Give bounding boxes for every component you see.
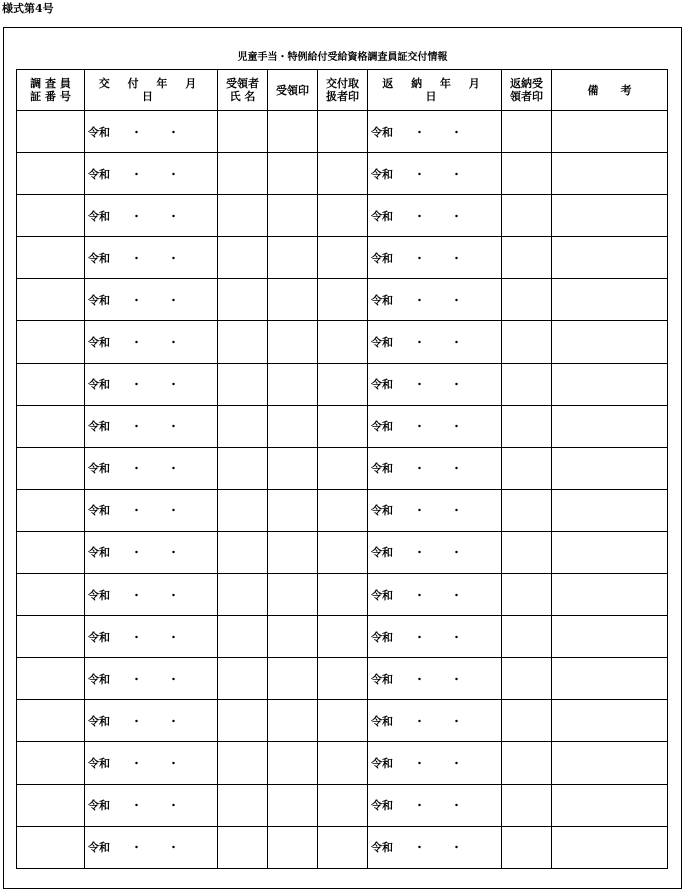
era-label: 令和 [371, 546, 393, 560]
issuer-seal-cell[interactable] [318, 658, 368, 700]
recipient-name-cell[interactable] [218, 321, 268, 363]
table-row [17, 279, 668, 321]
return-receiver-seal-cell[interactable] [502, 111, 552, 153]
date-separator: ・ [168, 293, 179, 307]
table-row [17, 826, 668, 868]
receipt-seal-cell[interactable] [268, 321, 318, 363]
date-separator: ・ [168, 588, 179, 602]
date-separator: ・ [168, 504, 179, 518]
recipient-name-cell[interactable] [218, 574, 268, 616]
receipt-seal-cell[interactable] [268, 616, 318, 658]
recipient-name-cell[interactable] [218, 279, 268, 321]
table-row [17, 111, 668, 153]
era-label: 令和 [371, 336, 393, 350]
date-separator: ・ [168, 251, 179, 265]
header-issue-date: 交 付 年 月 日 [85, 70, 218, 111]
issue-date-cell[interactable] [85, 489, 218, 531]
date-separator: ・ [131, 799, 142, 813]
remarks-cell[interactable] [552, 405, 668, 447]
date-separator: ・ [131, 841, 142, 855]
investigator-no-cell[interactable] [17, 700, 85, 742]
era-label: 令和 [371, 841, 393, 855]
receipt-seal-cell[interactable] [268, 574, 318, 616]
remarks-cell[interactable] [552, 237, 668, 279]
issue-date-cell[interactable] [85, 111, 218, 153]
date-separator: ・ [131, 125, 142, 139]
remarks-cell[interactable] [552, 742, 668, 784]
recipient-name-cell[interactable] [218, 616, 268, 658]
investigator-no-cell[interactable] [17, 405, 85, 447]
table-row [17, 616, 668, 658]
issue-date-cell[interactable] [85, 574, 218, 616]
table-row [17, 574, 668, 616]
date-separator: ・ [414, 841, 425, 855]
return-date-cell[interactable] [368, 447, 502, 489]
era-label: 令和 [88, 546, 110, 560]
date-separator: ・ [414, 546, 425, 560]
header-issuer-seal: 交付取 扱者印 [318, 70, 368, 111]
issue-date-cell[interactable] [85, 447, 218, 489]
return-date-cell[interactable] [368, 658, 502, 700]
recipient-name-cell[interactable] [218, 195, 268, 237]
era-label: 令和 [88, 167, 110, 181]
date-separator: ・ [131, 251, 142, 265]
investigator-no-cell[interactable] [17, 363, 85, 405]
date-separator: ・ [131, 209, 142, 223]
investigator-no-cell[interactable] [17, 489, 85, 531]
date-separator: ・ [414, 756, 425, 770]
receipt-seal-cell[interactable] [268, 237, 318, 279]
era-label: 令和 [88, 420, 110, 434]
issuer-seal-cell[interactable] [318, 237, 368, 279]
issue-date-cell[interactable] [85, 195, 218, 237]
era-label: 令和 [88, 630, 110, 644]
header-receipt-seal: 受領印 [268, 70, 318, 111]
investigator-no-cell[interactable] [17, 447, 85, 489]
date-separator: ・ [414, 672, 425, 686]
remarks-cell[interactable] [552, 658, 668, 700]
recipient-name-cell[interactable] [218, 658, 268, 700]
date-separator: ・ [451, 125, 462, 139]
return-receiver-seal-cell[interactable] [502, 531, 552, 573]
return-receiver-seal-cell[interactable] [502, 700, 552, 742]
recipient-name-cell[interactable] [218, 700, 268, 742]
era-label: 令和 [88, 756, 110, 770]
return-date-cell[interactable] [368, 279, 502, 321]
era-label: 令和 [371, 756, 393, 770]
date-separator: ・ [131, 293, 142, 307]
issue-date-cell[interactable] [85, 153, 218, 195]
recipient-name-cell[interactable] [218, 405, 268, 447]
return-date-cell[interactable] [368, 784, 502, 826]
remarks-cell[interactable] [552, 574, 668, 616]
receipt-seal-cell[interactable] [268, 489, 318, 531]
investigator-no-cell[interactable] [17, 658, 85, 700]
remarks-cell[interactable] [552, 279, 668, 321]
issuer-seal-cell[interactable] [318, 195, 368, 237]
return-date-cell[interactable] [368, 111, 502, 153]
recipient-name-cell[interactable] [218, 237, 268, 279]
header-recipient-name: 受領者 氏 名 [218, 70, 268, 111]
remarks-cell[interactable] [552, 153, 668, 195]
date-separator: ・ [168, 462, 179, 476]
return-date-cell[interactable] [368, 363, 502, 405]
date-separator: ・ [168, 799, 179, 813]
date-separator: ・ [131, 756, 142, 770]
return-receiver-seal-cell[interactable] [502, 195, 552, 237]
date-separator: ・ [451, 841, 462, 855]
issue-date-cell[interactable] [85, 363, 218, 405]
table-body [17, 111, 668, 869]
date-separator: ・ [131, 336, 142, 350]
return-receiver-seal-cell[interactable] [502, 321, 552, 363]
era-label: 令和 [88, 841, 110, 855]
investigator-no-cell[interactable] [17, 321, 85, 363]
return-receiver-seal-cell[interactable] [502, 363, 552, 405]
recipient-name-cell[interactable] [218, 363, 268, 405]
form-number: 様式第4号 [2, 2, 54, 15]
date-separator: ・ [131, 546, 142, 560]
remarks-cell[interactable] [552, 826, 668, 868]
return-date-cell[interactable] [368, 195, 502, 237]
date-separator: ・ [168, 841, 179, 855]
era-label: 令和 [371, 209, 393, 223]
return-date-cell[interactable] [368, 489, 502, 531]
recipient-name-cell[interactable] [218, 447, 268, 489]
table-row [17, 447, 668, 489]
return-date-cell[interactable] [368, 531, 502, 573]
remarks-cell[interactable] [552, 531, 668, 573]
date-separator: ・ [168, 546, 179, 560]
era-label: 令和 [371, 714, 393, 728]
return-date-cell[interactable] [368, 321, 502, 363]
issuer-seal-cell[interactable] [318, 700, 368, 742]
return-receiver-seal-cell[interactable] [502, 153, 552, 195]
issue-date-cell[interactable] [85, 826, 218, 868]
return-date-cell[interactable] [368, 153, 502, 195]
era-label: 令和 [371, 125, 393, 139]
date-separator: ・ [451, 546, 462, 560]
date-separator: ・ [414, 167, 425, 181]
date-separator: ・ [451, 799, 462, 813]
date-separator: ・ [168, 756, 179, 770]
issue-date-cell[interactable] [85, 742, 218, 784]
date-separator: ・ [131, 714, 142, 728]
date-separator: ・ [451, 378, 462, 392]
date-separator: ・ [131, 588, 142, 602]
era-label: 令和 [88, 588, 110, 602]
return-date-cell[interactable] [368, 742, 502, 784]
era-label: 令和 [88, 378, 110, 392]
return-receiver-seal-cell[interactable] [502, 447, 552, 489]
remarks-cell[interactable] [552, 363, 668, 405]
table-row [17, 321, 668, 363]
date-separator: ・ [414, 504, 425, 518]
date-separator: ・ [414, 293, 425, 307]
date-separator: ・ [451, 588, 462, 602]
remarks-cell[interactable] [552, 195, 668, 237]
date-separator: ・ [414, 209, 425, 223]
issuer-seal-cell[interactable] [318, 531, 368, 573]
receipt-seal-cell[interactable] [268, 363, 318, 405]
issuer-seal-cell[interactable] [318, 321, 368, 363]
era-label: 令和 [88, 799, 110, 813]
return-receiver-seal-cell[interactable] [502, 784, 552, 826]
era-label: 令和 [88, 251, 110, 265]
issue-date-cell[interactable] [85, 237, 218, 279]
era-label: 令和 [371, 420, 393, 434]
issue-date-cell[interactable] [85, 405, 218, 447]
remarks-cell[interactable] [552, 700, 668, 742]
return-date-cell[interactable] [368, 700, 502, 742]
table-row [17, 531, 668, 573]
date-separator: ・ [168, 125, 179, 139]
issuance-table [16, 69, 668, 869]
return-receiver-seal-cell[interactable] [502, 489, 552, 531]
issuer-seal-cell[interactable] [318, 153, 368, 195]
receipt-seal-cell[interactable] [268, 447, 318, 489]
date-separator: ・ [131, 167, 142, 181]
era-label: 令和 [88, 125, 110, 139]
receipt-seal-cell[interactable] [268, 531, 318, 573]
era-label: 令和 [371, 462, 393, 476]
receipt-seal-cell[interactable] [268, 111, 318, 153]
era-label: 令和 [88, 714, 110, 728]
table-row [17, 742, 668, 784]
table-row [17, 700, 668, 742]
receipt-seal-cell[interactable] [268, 784, 318, 826]
investigator-no-cell[interactable] [17, 531, 85, 573]
investigator-no-cell[interactable] [17, 784, 85, 826]
recipient-name-cell[interactable] [218, 826, 268, 868]
table-row [17, 658, 668, 700]
header-investigator-no: 調 査 員 証 番 号 [17, 70, 85, 111]
date-separator: ・ [451, 630, 462, 644]
issue-date-cell[interactable] [85, 531, 218, 573]
return-date-cell[interactable] [368, 237, 502, 279]
investigator-no-cell[interactable] [17, 111, 85, 153]
era-label: 令和 [88, 336, 110, 350]
date-separator: ・ [168, 167, 179, 181]
date-separator: ・ [168, 420, 179, 434]
era-label: 令和 [371, 251, 393, 265]
receipt-seal-cell[interactable] [268, 153, 318, 195]
date-separator: ・ [451, 756, 462, 770]
era-label: 令和 [88, 504, 110, 518]
issuer-seal-cell[interactable] [318, 616, 368, 658]
date-separator: ・ [451, 714, 462, 728]
table-row [17, 153, 668, 195]
era-label: 令和 [371, 378, 393, 392]
recipient-name-cell[interactable] [218, 742, 268, 784]
table-row [17, 784, 668, 826]
issuer-seal-cell[interactable] [318, 279, 368, 321]
date-separator: ・ [414, 714, 425, 728]
date-separator: ・ [451, 504, 462, 518]
issuer-seal-cell[interactable] [318, 742, 368, 784]
date-separator: ・ [168, 378, 179, 392]
return-receiver-seal-cell[interactable] [502, 826, 552, 868]
table-row [17, 195, 668, 237]
remarks-cell[interactable] [552, 616, 668, 658]
recipient-name-cell[interactable] [218, 489, 268, 531]
header-return-date: 返 納 年 月 日 [368, 70, 502, 111]
issuer-seal-cell[interactable] [318, 489, 368, 531]
return-receiver-seal-cell[interactable] [502, 658, 552, 700]
date-separator: ・ [414, 420, 425, 434]
date-separator: ・ [414, 462, 425, 476]
return-date-cell[interactable] [368, 574, 502, 616]
recipient-name-cell[interactable] [218, 153, 268, 195]
receipt-seal-cell[interactable] [268, 742, 318, 784]
issue-date-cell[interactable] [85, 616, 218, 658]
investigator-no-cell[interactable] [17, 574, 85, 616]
return-receiver-seal-cell[interactable] [502, 405, 552, 447]
issuer-seal-cell[interactable] [318, 784, 368, 826]
return-receiver-seal-cell[interactable] [502, 574, 552, 616]
investigator-no-cell[interactable] [17, 195, 85, 237]
table-row [17, 489, 668, 531]
receipt-seal-cell[interactable] [268, 405, 318, 447]
date-separator: ・ [168, 714, 179, 728]
issuer-seal-cell[interactable] [318, 111, 368, 153]
investigator-no-cell[interactable] [17, 279, 85, 321]
era-label: 令和 [371, 167, 393, 181]
issue-date-cell[interactable] [85, 279, 218, 321]
date-separator: ・ [414, 125, 425, 139]
date-separator: ・ [168, 336, 179, 350]
era-label: 令和 [88, 672, 110, 686]
return-receiver-seal-cell[interactable] [502, 237, 552, 279]
return-date-cell[interactable] [368, 405, 502, 447]
date-separator: ・ [451, 462, 462, 476]
date-separator: ・ [414, 251, 425, 265]
investigator-no-cell[interactable] [17, 826, 85, 868]
return-receiver-seal-cell[interactable] [502, 742, 552, 784]
era-label: 令和 [371, 504, 393, 518]
date-separator: ・ [414, 378, 425, 392]
remarks-cell[interactable] [552, 447, 668, 489]
recipient-name-cell[interactable] [218, 111, 268, 153]
receipt-seal-cell[interactable] [268, 700, 318, 742]
date-separator: ・ [451, 336, 462, 350]
date-separator: ・ [451, 167, 462, 181]
receipt-seal-cell[interactable] [268, 658, 318, 700]
era-label: 令和 [371, 672, 393, 686]
form-title: 児童手当・特例給付受給資格調査員証交付情報 [237, 52, 448, 63]
remarks-cell[interactable] [552, 489, 668, 531]
date-separator: ・ [131, 462, 142, 476]
receipt-seal-cell[interactable] [268, 826, 318, 868]
era-label: 令和 [88, 293, 110, 307]
investigator-no-cell[interactable] [17, 742, 85, 784]
issuer-seal-cell[interactable] [318, 447, 368, 489]
table-row [17, 405, 668, 447]
date-separator: ・ [168, 672, 179, 686]
era-label: 令和 [371, 293, 393, 307]
date-separator: ・ [168, 630, 179, 644]
investigator-no-cell[interactable] [17, 616, 85, 658]
remarks-cell[interactable] [552, 111, 668, 153]
header-row [17, 70, 668, 111]
date-separator: ・ [451, 420, 462, 434]
date-separator: ・ [414, 588, 425, 602]
date-separator: ・ [451, 293, 462, 307]
remarks-cell[interactable] [552, 784, 668, 826]
issuer-seal-cell[interactable] [318, 405, 368, 447]
date-separator: ・ [451, 209, 462, 223]
date-separator: ・ [414, 630, 425, 644]
date-separator: ・ [414, 799, 425, 813]
receipt-seal-cell[interactable] [268, 195, 318, 237]
date-separator: ・ [131, 630, 142, 644]
header-remarks: 備 考 [552, 70, 668, 111]
table-row [17, 237, 668, 279]
era-label: 令和 [371, 630, 393, 644]
date-separator: ・ [414, 336, 425, 350]
era-label: 令和 [88, 462, 110, 476]
return-date-cell[interactable] [368, 826, 502, 868]
date-separator: ・ [131, 420, 142, 434]
era-label: 令和 [371, 588, 393, 602]
date-separator: ・ [451, 251, 462, 265]
remarks-cell[interactable] [552, 321, 668, 363]
era-label: 令和 [371, 799, 393, 813]
return-receiver-seal-cell[interactable] [502, 616, 552, 658]
issuer-seal-cell[interactable] [318, 826, 368, 868]
return-receiver-seal-cell[interactable] [502, 279, 552, 321]
date-separator: ・ [131, 672, 142, 686]
investigator-no-cell[interactable] [17, 153, 85, 195]
issue-date-cell[interactable] [85, 321, 218, 363]
return-date-cell[interactable] [368, 616, 502, 658]
recipient-name-cell[interactable] [218, 531, 268, 573]
investigator-no-cell[interactable] [17, 237, 85, 279]
recipient-name-cell[interactable] [218, 784, 268, 826]
date-separator: ・ [168, 209, 179, 223]
date-separator: ・ [131, 378, 142, 392]
header-return-receiver-seal: 返納受 領者印 [502, 70, 552, 111]
date-separator: ・ [451, 672, 462, 686]
date-separator: ・ [131, 504, 142, 518]
issuer-seal-cell[interactable] [318, 363, 368, 405]
era-label: 令和 [88, 209, 110, 223]
issue-date-cell[interactable] [85, 700, 218, 742]
table-row [17, 363, 668, 405]
receipt-seal-cell[interactable] [268, 279, 318, 321]
issue-date-cell[interactable] [85, 658, 218, 700]
issue-date-cell[interactable] [85, 784, 218, 826]
issuer-seal-cell[interactable] [318, 574, 368, 616]
